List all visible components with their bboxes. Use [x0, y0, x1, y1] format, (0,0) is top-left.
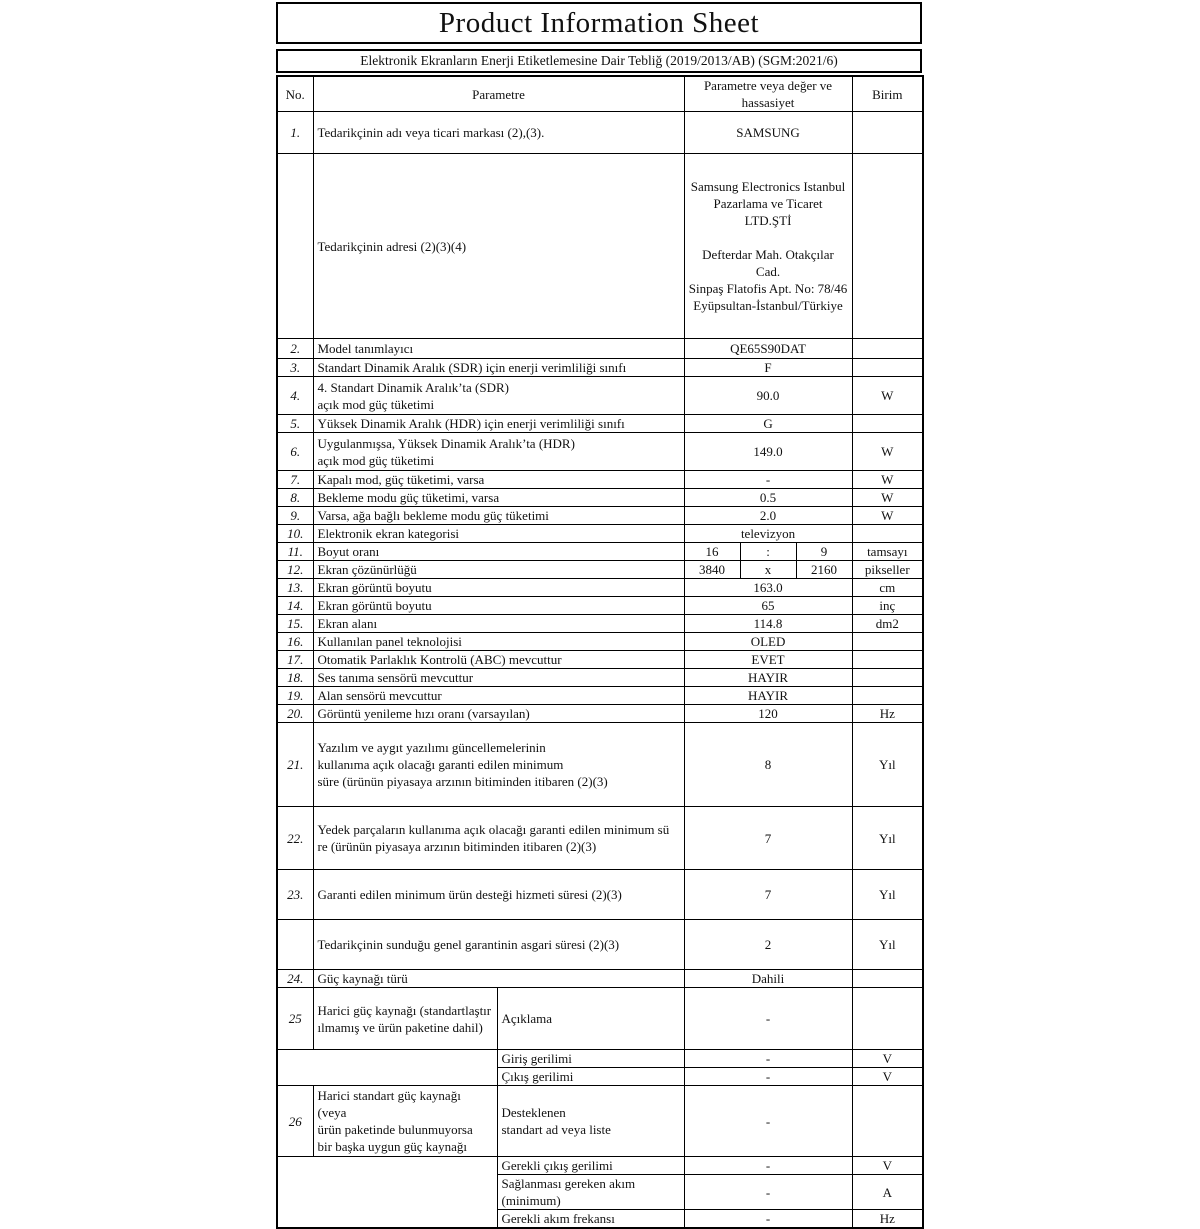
- table-row: [277, 988, 923, 1050]
- row-number-cell: 22.: [277, 807, 313, 870]
- column-header-no: No.: [277, 76, 313, 112]
- row-number-cell: 17.: [277, 651, 313, 669]
- value-cell: HAYIR: [684, 669, 852, 687]
- unit-cell: W: [852, 377, 923, 415]
- unit-cell: Yıl: [852, 807, 923, 870]
- unit-cell: inç: [852, 597, 923, 615]
- value-cell: 9: [796, 543, 852, 561]
- sub-parameter-cell: Çıkış gerilimi: [497, 1068, 684, 1086]
- unit-cell: tamsayı: [852, 543, 923, 561]
- row-number-cell: 24.: [277, 970, 313, 988]
- row-number-cell: 16.: [277, 633, 313, 651]
- table-row: [277, 651, 923, 669]
- parameter-cell: Kapalı mod, güç tüketimi, varsa: [313, 471, 684, 489]
- sub-parameter-cell: Gerekli çıkış gerilimi: [497, 1157, 684, 1175]
- table-row: [277, 433, 923, 471]
- unit-cell: [852, 988, 923, 1050]
- unit-cell: [852, 970, 923, 988]
- value-cell: Dahili: [684, 970, 852, 988]
- parameter-cell: Yüksek Dinamik Aralık (HDR) için enerji verimliliği sınıfı: [313, 415, 684, 433]
- parameter-cell: Alan sensörü mevcuttur: [313, 687, 684, 705]
- unit-cell: V: [852, 1068, 923, 1086]
- value-cell: 149.0: [684, 433, 852, 471]
- table-row: [277, 669, 923, 687]
- parameter-cell: Bekleme modu güç tüketimi, varsa: [313, 489, 684, 507]
- value-cell: Samsung Electronics Istanbul Pazarlama ve Ticaret LTD.ŞTİ Defterdar Mah. Otakçılar Cad. Sinpaş Flatofis Apt. No: 78/46 Eyüpsultan-İstanbul/Türkiye: [684, 154, 852, 339]
- table-row: [277, 1086, 923, 1157]
- value-cell: 163.0: [684, 579, 852, 597]
- value-cell: -: [684, 988, 852, 1050]
- value-cell: F: [684, 359, 852, 377]
- unit-cell: [852, 359, 923, 377]
- row-number-cell: 11.: [277, 543, 313, 561]
- row-number-cell: 13.: [277, 579, 313, 597]
- value-cell: -: [684, 1050, 852, 1068]
- row-number-cell: 20.: [277, 705, 313, 723]
- value-cell: 65: [684, 597, 852, 615]
- parameter-cell: Ekran görüntü boyutu: [313, 597, 684, 615]
- table-row: [277, 633, 923, 651]
- table-row: [277, 597, 923, 615]
- parameter-cell: Ekran alanı: [313, 615, 684, 633]
- sub-parameter-cell: Desteklenen standart ad veya liste: [497, 1086, 684, 1157]
- value-cell: -: [684, 471, 852, 489]
- row-number-cell: 1.: [277, 112, 313, 154]
- unit-cell: [852, 687, 923, 705]
- parameter-cell: Garanti edilen minimum ürün desteği hizmeti süresi (2)(3): [313, 870, 684, 920]
- value-cell: 16: [684, 543, 740, 561]
- column-header-parameter: Parametre: [313, 76, 684, 112]
- unit-cell: [852, 669, 923, 687]
- value-cell: 2160: [796, 561, 852, 579]
- regulation-subtitle: Elektronik Ekranların Enerji Etiketlemesine Dair Tebliğ (2019/2013/AB) (SGM:2021/6): [360, 53, 838, 68]
- parameter-cell: Görüntü yenileme hızı oranı (varsayılan): [313, 705, 684, 723]
- unit-cell: V: [852, 1050, 923, 1068]
- parameter-cell: Kullanılan panel teknolojisi: [313, 633, 684, 651]
- table-header-row: [277, 76, 923, 112]
- row-number-cell: 23.: [277, 870, 313, 920]
- table-row: [277, 723, 923, 807]
- value-cell: 114.8: [684, 615, 852, 633]
- table-row: [277, 561, 923, 579]
- parameter-cell: Uygulanmışsa, Yüksek Dinamik Aralık’ta (HDR) açık mod güç tüketimi: [313, 433, 684, 471]
- parameter-cell: Harici standart güç kaynağı (veya ürün paketinde bulunmuyorsa bir başka uygun güç kaynağı: [313, 1086, 497, 1157]
- value-cell: 2.0: [684, 507, 852, 525]
- table-row: [277, 615, 923, 633]
- table-row: [277, 807, 923, 870]
- unit-cell: [852, 112, 923, 154]
- parameter-cell: Standart Dinamik Aralık (SDR) için enerji verimliliği sınıfı: [313, 359, 684, 377]
- table-row: [277, 339, 923, 359]
- parameter-cell: Tedarikçinin adresi (2)(3)(4): [313, 154, 684, 339]
- unit-cell: W: [852, 433, 923, 471]
- parameter-cell: Yazılım ve aygıt yazılımı güncellemelerinin kullanıma açık olacağı garanti edilen minimum süre (ürünün piyasaya arzının bitiminden itibaren (2)(3): [313, 723, 684, 807]
- table-row: [277, 870, 923, 920]
- table-row: [277, 507, 923, 525]
- row-number-cell: 3.: [277, 359, 313, 377]
- value-cell: QE65S90DAT: [684, 339, 852, 359]
- parameter-cell: Ekran görüntü boyutu: [313, 579, 684, 597]
- product-info-table: [276, 75, 924, 1229]
- value-cell: :: [740, 543, 796, 561]
- unit-cell: Yıl: [852, 870, 923, 920]
- value-cell: 120: [684, 705, 852, 723]
- sub-parameter-cell: Giriş gerilimi: [497, 1050, 684, 1068]
- unit-cell: [852, 633, 923, 651]
- value-cell: 3840: [684, 561, 740, 579]
- value-cell: 90.0: [684, 377, 852, 415]
- sub-parameter-cell: Gerekli akım frekansı: [497, 1210, 684, 1229]
- parameter-cell: Boyut oranı: [313, 543, 684, 561]
- column-header-value: Parametre veya değer ve hassasiyet: [684, 76, 852, 112]
- row-number-cell: 19.: [277, 687, 313, 705]
- product-information-sheet: [276, 0, 922, 1229]
- unit-cell: W: [852, 471, 923, 489]
- page-title: Product Information Sheet: [438, 6, 760, 39]
- unit-cell: [852, 525, 923, 543]
- parameter-cell: Elektronik ekran kategorisi: [313, 525, 684, 543]
- unit-cell: W: [852, 489, 923, 507]
- table-row: [277, 687, 923, 705]
- table-row: [277, 1157, 923, 1175]
- table-row: [277, 112, 923, 154]
- row-number-cell: 14.: [277, 597, 313, 615]
- parameter-cell: Varsa, ağa bağlı bekleme modu güç tüketimi: [313, 507, 684, 525]
- row-number-cell: 2.: [277, 339, 313, 359]
- table-row: [277, 1050, 923, 1068]
- table-row: [277, 525, 923, 543]
- merged-empty-cell: [277, 1050, 497, 1086]
- merged-empty-cell: [277, 1157, 497, 1229]
- row-number-cell: 9.: [277, 507, 313, 525]
- parameter-cell: 4. Standart Dinamik Aralık’ta (SDR) açık mod güç tüketimi: [313, 377, 684, 415]
- row-number-cell: [277, 154, 313, 339]
- parameter-cell: Ses tanıma sensörü mevcuttur: [313, 669, 684, 687]
- table-row: [277, 543, 923, 561]
- sheet-title-box: [276, 2, 922, 44]
- table-row: [277, 920, 923, 970]
- row-number-cell: [277, 920, 313, 970]
- parameter-cell: Harici güç kaynağı (standartlaştır ılmamış ve ürün paketine dahil): [313, 988, 497, 1050]
- value-cell: -: [684, 1086, 852, 1157]
- value-cell: EVET: [684, 651, 852, 669]
- value-cell: -: [684, 1210, 852, 1229]
- table-row: [277, 579, 923, 597]
- table-row: [277, 359, 923, 377]
- unit-cell: [852, 651, 923, 669]
- row-number-cell: 10.: [277, 525, 313, 543]
- row-number-cell: 18.: [277, 669, 313, 687]
- value-cell: 8: [684, 723, 852, 807]
- unit-cell: cm: [852, 579, 923, 597]
- value-cell: 7: [684, 807, 852, 870]
- row-number-cell: 26: [277, 1086, 313, 1157]
- unit-cell: [852, 1086, 923, 1157]
- row-number-cell: 4.: [277, 377, 313, 415]
- sub-parameter-cell: Sağlanması gereken akım (minimum): [497, 1175, 684, 1210]
- row-number-cell: 6.: [277, 433, 313, 471]
- value-cell: G: [684, 415, 852, 433]
- value-cell: 2: [684, 920, 852, 970]
- value-cell: OLED: [684, 633, 852, 651]
- value-cell: 7: [684, 870, 852, 920]
- value-cell: SAMSUNG: [684, 112, 852, 154]
- value-cell: -: [684, 1157, 852, 1175]
- row-number-cell: 25: [277, 988, 313, 1050]
- unit-cell: Yıl: [852, 723, 923, 807]
- value-cell: -: [684, 1068, 852, 1086]
- table-row: [277, 154, 923, 339]
- unit-cell: W: [852, 507, 923, 525]
- unit-cell: V: [852, 1157, 923, 1175]
- value-cell: x: [740, 561, 796, 579]
- row-number-cell: 8.: [277, 489, 313, 507]
- value-cell: HAYIR: [684, 687, 852, 705]
- parameter-cell: Otomatik Parlaklık Kontrolü (ABC) mevcuttur: [313, 651, 684, 669]
- table-row: [277, 970, 923, 988]
- table-row: [277, 471, 923, 489]
- row-number-cell: 21.: [277, 723, 313, 807]
- unit-cell: Hz: [852, 705, 923, 723]
- row-number-cell: 15.: [277, 615, 313, 633]
- unit-cell: Yıl: [852, 920, 923, 970]
- unit-cell: pikseller: [852, 561, 923, 579]
- parameter-cell: Model tanımlayıcı: [313, 339, 684, 359]
- parameter-cell: Ekran çözünürlüğü: [313, 561, 684, 579]
- parameter-cell: Tedarikçinin adı veya ticari markası (2),(3).: [313, 112, 684, 154]
- sub-parameter-cell: Açıklama: [497, 988, 684, 1050]
- sheet-subtitle-box: [276, 49, 922, 73]
- value-cell: -: [684, 1175, 852, 1210]
- table-row: [277, 377, 923, 415]
- parameter-cell: Tedarikçinin sunduğu genel garantinin asgari süresi (2)(3): [313, 920, 684, 970]
- column-header-unit: Birim: [852, 76, 923, 112]
- unit-cell: [852, 154, 923, 339]
- value-cell: televizyon: [684, 525, 852, 543]
- table-row: [277, 705, 923, 723]
- table-row: [277, 415, 923, 433]
- unit-cell: [852, 415, 923, 433]
- value-cell: 0.5: [684, 489, 852, 507]
- unit-cell: dm2: [852, 615, 923, 633]
- unit-cell: Hz: [852, 1210, 923, 1229]
- table-row: [277, 489, 923, 507]
- unit-cell: A: [852, 1175, 923, 1210]
- parameter-cell: Güç kaynağı türü: [313, 970, 684, 988]
- parameter-cell: Yedek parçaların kullanıma açık olacağı garanti edilen minimum sü re (ürünün piyasaya arzının bitiminden itibaren (2)(3): [313, 807, 684, 870]
- row-number-cell: 12.: [277, 561, 313, 579]
- row-number-cell: 5.: [277, 415, 313, 433]
- unit-cell: [852, 339, 923, 359]
- row-number-cell: 7.: [277, 471, 313, 489]
